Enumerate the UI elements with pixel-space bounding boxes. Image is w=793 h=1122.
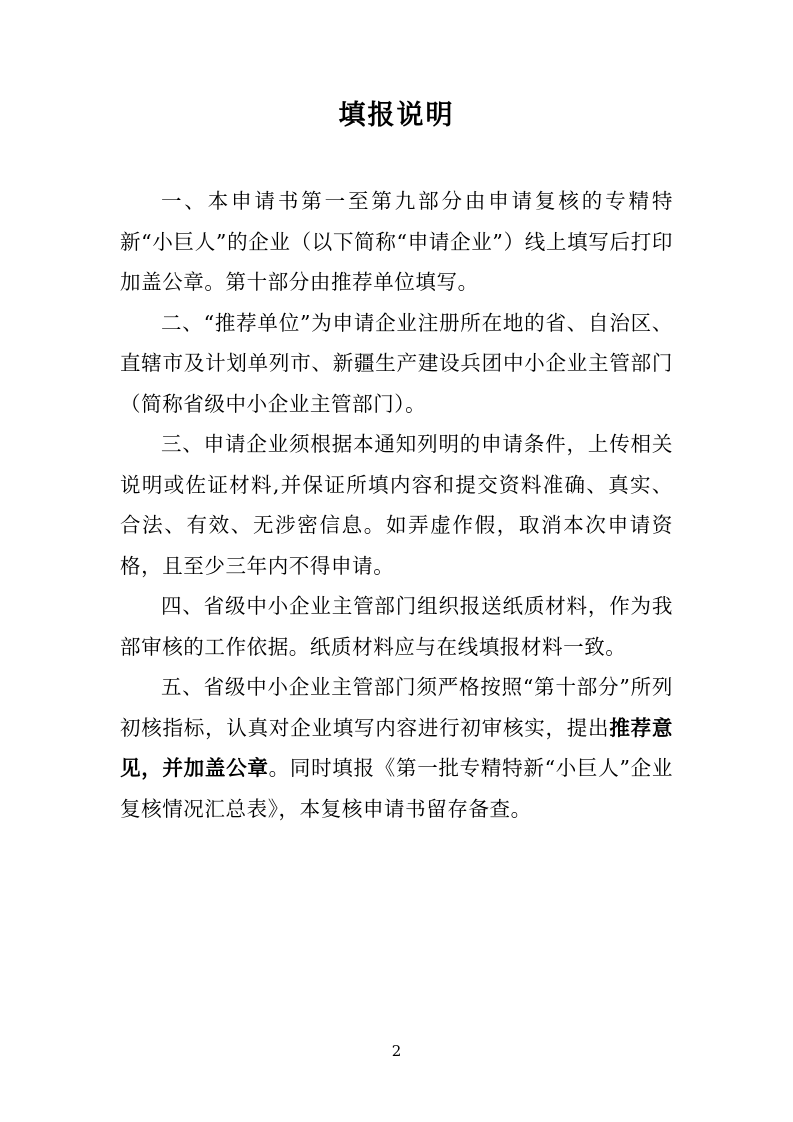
paragraph-5-text-end: 。同时填报《第一批专精特新“小巨人”企业复核情况汇总表》，本复核申请书留存备查。: [120, 756, 674, 821]
paragraph-5-text-start: 五、省级中小企业主管部门须严格按照“第十部分”所列初核指标，认真对企业填写内容进行初审核实，提出: [120, 675, 673, 740]
document-body: [120, 181, 673, 829]
page-number: 2: [391, 1042, 402, 1060]
paragraph-3: 三、申请企业须根据本通知列明的申请条件，上传相关说明或佐证材料,并保证所填内容和提交资料准确、真实、合法、有效、无涉密信息。如弄虚作假，取消本次申请资格，且至少三年内不得申请。: [120, 432, 673, 578]
paragraph-1: 一、本申请书第一至第九部分由申请复核的专精特新“小巨人”的企业（以下简称“申请企业”）线上填写后打印加盖公章。第十部分由推荐单位填写。: [120, 189, 673, 294]
paragraph-5-bold-text: 推荐意见，并加盖公章: [120, 715, 673, 780]
paragraph-2: 二、“推荐单位”为申请企业注册所在地的省、自治区、直辖市及计划单列市、新疆生产建设兵团中小企业主管部门（简称省级中小企业主管部门）。: [120, 310, 673, 416]
document-title: 填报说明: [338, 100, 455, 131]
paragraph-5: [120, 667, 673, 829]
paragraph-4: 四、省级中小企业主管部门组织报送纸质材料，作为我部审核的工作依据。纸质材料应与在线填报材料一致。: [120, 594, 673, 659]
